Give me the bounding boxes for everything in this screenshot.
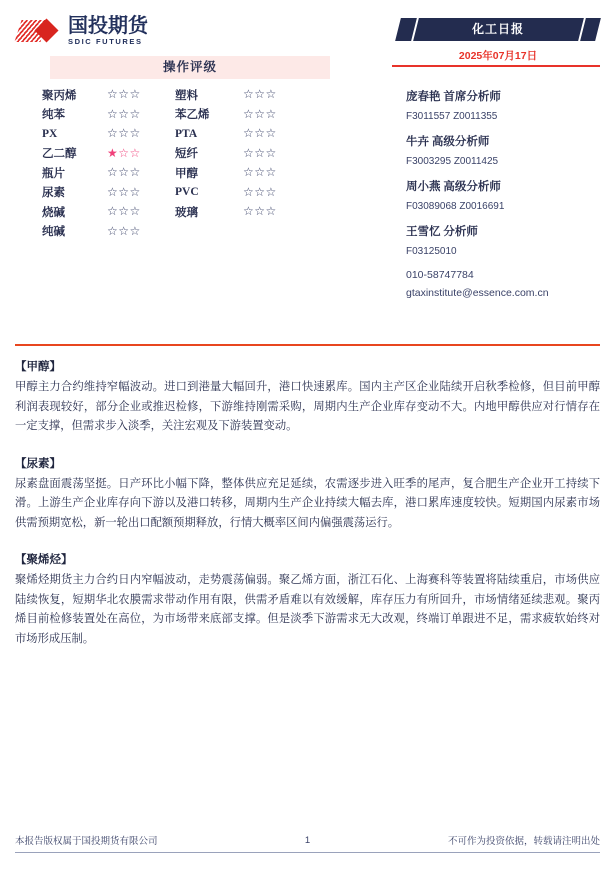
- company-logo: [18, 16, 148, 46]
- analyst-name: 王雪忆 分析师: [406, 226, 478, 238]
- analyst-list: [406, 88, 611, 257]
- rating-stars: ★☆☆: [107, 145, 141, 160]
- analyst-name: 牛卉 高级分析师: [406, 136, 490, 148]
- analyst-panel: [406, 88, 611, 299]
- rating-stars: ☆☆☆: [243, 204, 277, 219]
- rating-stars: ☆☆☆: [107, 223, 141, 238]
- footer-page-number: 1: [304, 834, 311, 846]
- analyst-name: 周小燕 高级分析师: [406, 181, 501, 193]
- report-sections: [15, 358, 600, 667]
- rating-commodity-name: 塑料: [175, 89, 198, 102]
- section-heading: 【尿素】: [15, 457, 61, 470]
- rating-stars: ☆☆☆: [243, 87, 277, 102]
- footer-copyright: 本报告版权属于国投期货有限公司: [15, 837, 158, 847]
- rating-stars: ☆☆☆: [107, 87, 141, 102]
- rating-commodity-name: 烧碱: [42, 206, 65, 219]
- analyst-license-code: F03089068 Z0016691: [406, 201, 505, 212]
- report-section: [15, 358, 600, 437]
- analyst-license-code: F3003295 Z0011425: [406, 156, 499, 167]
- date-underline: [392, 65, 600, 67]
- rating-commodity-name: 纯碱: [42, 226, 65, 239]
- rating-commodity-name: 玻璃: [175, 206, 198, 219]
- contact-email[interactable]: gtaxinstitute@essence.com.cn: [406, 287, 549, 299]
- section-heading: 【甲醇】: [15, 361, 61, 373]
- rating-stars: ☆☆☆: [243, 126, 277, 141]
- rating-row: [0, 202, 360, 222]
- rating-row: [0, 85, 360, 105]
- footer-divider: [15, 852, 600, 853]
- rating-stars: ☆☆☆: [107, 106, 141, 121]
- report-date: 2025年07月17日: [458, 50, 538, 62]
- analyst-license-code: F3011557 Z0011355: [406, 111, 498, 122]
- rating-stars: ☆☆☆: [107, 184, 141, 199]
- rating-grid: [0, 85, 360, 241]
- rating-stars: ☆☆☆: [243, 145, 277, 160]
- logo-text: [68, 16, 148, 46]
- rating-stars: ☆☆☆: [243, 165, 277, 180]
- analyst-license-code: F03125010: [406, 246, 457, 257]
- rating-stars: ☆☆☆: [107, 165, 141, 180]
- section-body-text: 尿素盘面震荡坚挺。日产环比小幅下降，整体供应充足延续，农需逐步进入旺季的尾声，复合肥生产企业开工持续下滑。上游生产企业库存向下游以及港口转移，周期内生产企业持续大幅去库，港口累库速度较快。短期国内尿素市场供需预期宽松，新一轮出口配额预期释放，行情大概率区间内偏强震荡运行。: [15, 477, 600, 529]
- rating-commodity-name: 短纤: [175, 148, 198, 161]
- rating-stars: ☆☆☆: [107, 126, 141, 141]
- rating-commodity-name: PX: [42, 127, 58, 140]
- rating-panel-title: 操作评级: [162, 60, 217, 74]
- page-footer: [15, 833, 600, 847]
- section-body-text: 甲醇主力合约维持窄幅波动。进口到港量大幅回升，港口快速累库。国内主产区企业陆续开启秋季检修，但目前甲醇利润表现较好，部分企业或推迟检修，下游维持刚需采购，周期内生产企业库存变动不大。内地甲醇供应对行情存在一定支撑，但需求步入淡季，关注宏观及下游装置变动。: [15, 381, 600, 432]
- rating-commodity-name: 尿素: [42, 187, 65, 200]
- rating-row: [0, 144, 360, 164]
- rating-commodity-name: PTA: [175, 127, 198, 140]
- report-section: [15, 455, 600, 534]
- rating-commodity-name: 乙二醇: [42, 148, 77, 161]
- rating-row: [0, 163, 360, 183]
- rating-commodity-name: 瓶片: [42, 167, 65, 180]
- rating-commodity-name: 聚丙烯: [42, 89, 77, 102]
- header-divider: [15, 344, 600, 346]
- report-type-badge: [398, 18, 598, 41]
- logo-company-name-en: SDIC FUTURES: [68, 37, 143, 46]
- rating-stars: ☆☆☆: [243, 184, 277, 199]
- rating-commodity-name: 苯乙烯: [175, 109, 210, 122]
- rating-commodity-name: 纯苯: [42, 109, 65, 122]
- footer-disclaimer: 不可作为投资依据，转载请注明出处: [447, 837, 600, 847]
- rating-stars: ☆☆☆: [107, 204, 141, 219]
- rating-commodity-name: PVC: [175, 186, 199, 199]
- logo-mark-icon: [18, 18, 62, 44]
- rating-commodity-name: 甲醇: [175, 167, 198, 180]
- rating-row: [0, 183, 360, 203]
- logo-company-name-cn: 国投期货: [68, 15, 148, 37]
- report-section: [15, 551, 600, 649]
- section-heading: 【聚烯烃】: [15, 554, 73, 566]
- rating-row: [0, 124, 360, 144]
- analyst-name: 庞春艳 首席分析师: [406, 91, 501, 103]
- badge-label: 化工日报: [471, 22, 524, 36]
- rating-row: [0, 105, 360, 125]
- section-body-text: 聚烯烃期货主力合约日内窄幅波动，走势震荡偏弱。聚乙烯方面，浙江石化、上海赛科等装置将陆续重启，市场供应陆续恢复，短期华北农膜需求带动作用有限，供需矛盾难以有效缓解，库存压力有所回升，市场情绪延续悲观。聚丙烯目前检修装置处在高位，为市场带来底部支撑。但是淡季下游需求无大改观，终端订单跟进不足，需求疲软始终对市场形成压制。: [15, 574, 600, 645]
- contact-phone[interactable]: 010-58747784: [406, 269, 474, 281]
- rating-stars: ☆☆☆: [243, 106, 277, 121]
- rating-row: [0, 222, 360, 242]
